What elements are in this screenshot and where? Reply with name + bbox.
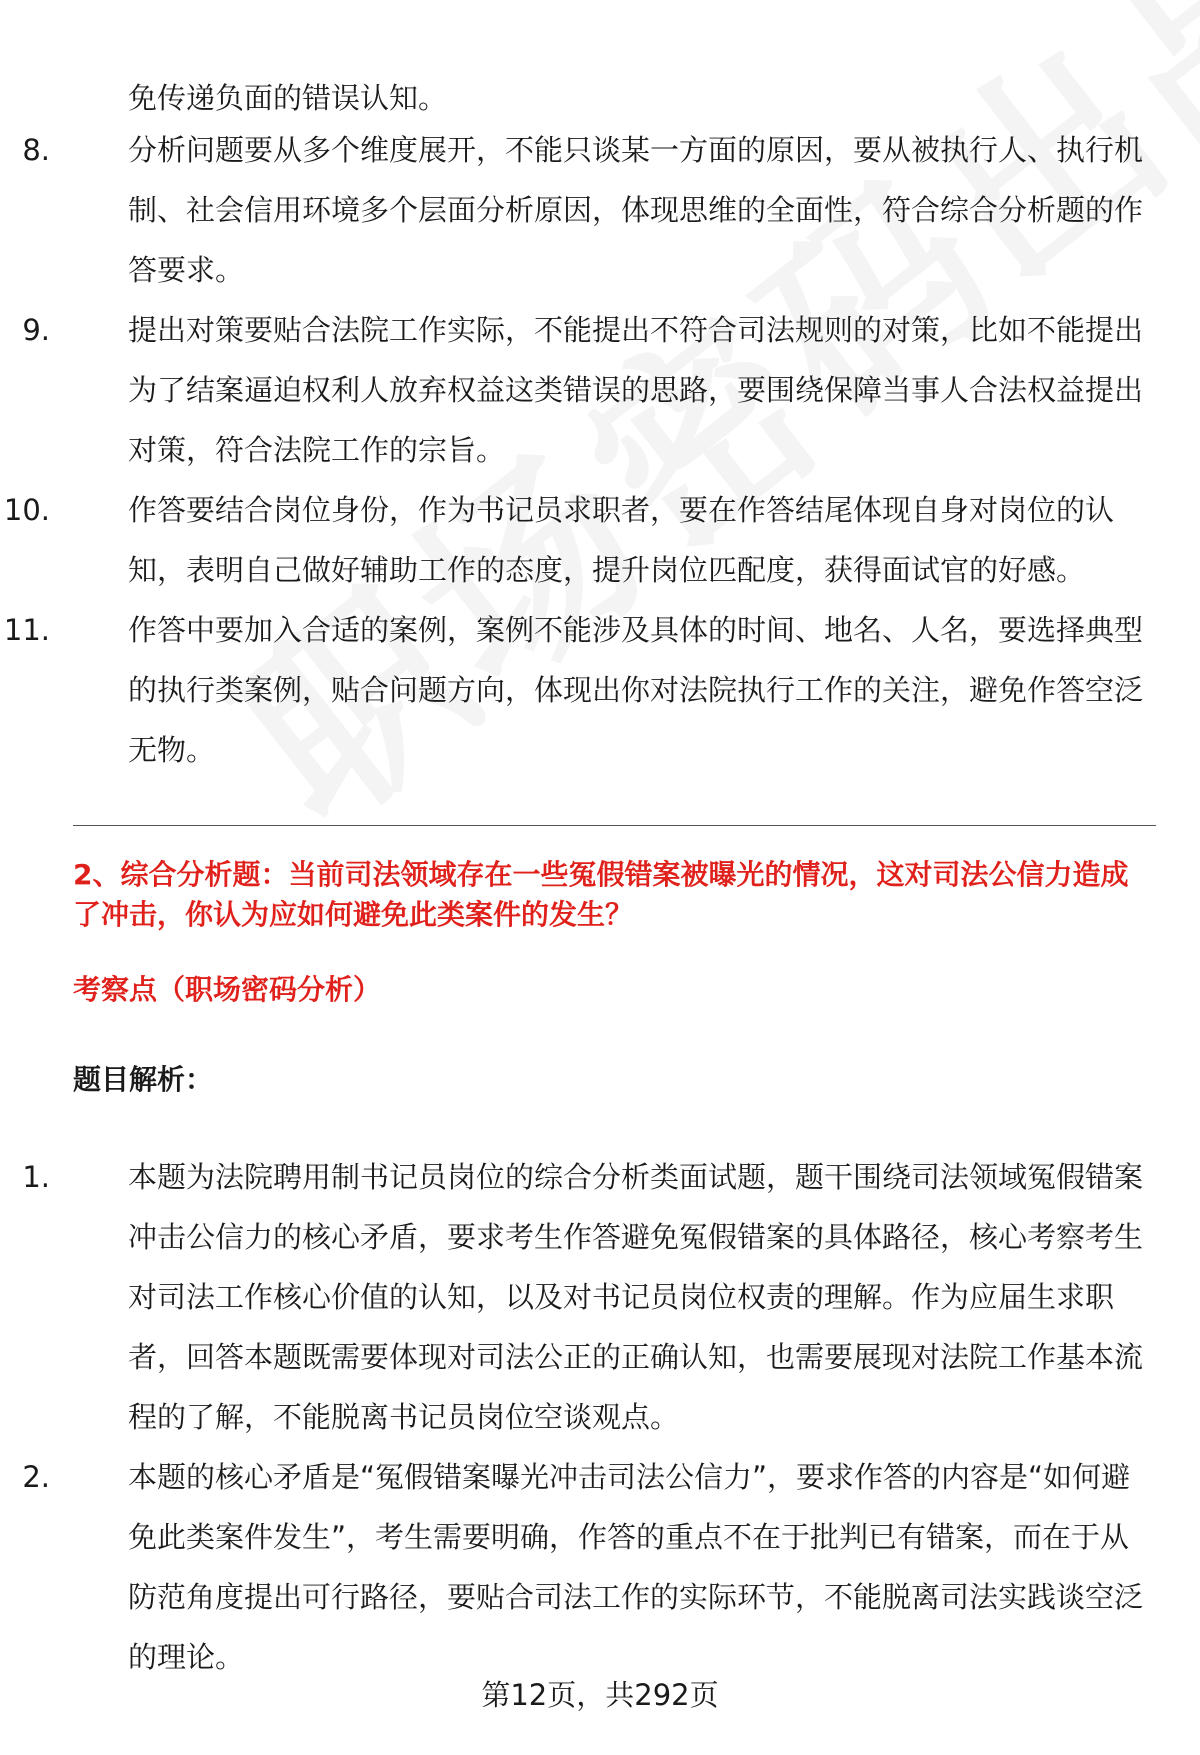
item-text: 本题的核心矛盾是“冤假错案曝光冲击司法公信力”，要求作答的内容是“如何避免此类案件发生”，考生需要明确，作答的重点不在于批判已有错案，而在于从防范角度提出可行路径，要贴合司法工作的实际环节，不能脱离司法实践谈空泛的理论。 xyxy=(128,1460,1144,1674)
item-text: 提出对策要贴合法院工作实际，不能提出不符合司法规则的对策，比如不能提出为了结案逼迫权利人放弃权益这类错误的思路，要围绕保障当事人合法权益提出对策，符合法院工作的宗旨。 xyxy=(128,313,1144,467)
section-divider xyxy=(73,825,1156,826)
list-item xyxy=(0,600,1143,780)
list-item xyxy=(0,1147,1143,1447)
tips-list xyxy=(0,120,1200,780)
item-text: 本题为法院聘用制书记员岗位的综合分析类面试题，题干围绕司法领域冤假错案冲击公信力的核心矛盾，要求考生作答避免冤假错案的具体路径，核心考察考生对司法工作核心价值的认知，以及对书记员岗位权责的理解。作为应届生求职者，回答本题既需要体现对司法公正的正确认知，也需要展现对法院工作基本流程的了解，不能脱离书记员岗位空谈观点。 xyxy=(128,1160,1144,1434)
list-item xyxy=(0,120,1143,300)
list-item xyxy=(0,1447,1143,1687)
item-number: 9. xyxy=(22,313,50,347)
analysis-list xyxy=(0,1147,1200,1687)
continuation-text: 免传递负面的错误认知。 xyxy=(128,81,448,115)
item-number: 10. xyxy=(3,493,50,527)
item-number: 1. xyxy=(22,1160,50,1194)
list-item xyxy=(0,480,1143,600)
item-text: 作答要结合岗位身份，作为书记员求职者，要在作答结尾体现自身对岗位的认知，表明自己做好辅助工作的态度，提升岗位匹配度，获得面试官的好感。 xyxy=(128,493,1115,587)
page-number: 第12页，共292页 xyxy=(481,1678,719,1712)
question-heading: 2、综合分析题：当前司法领域存在一些冤假错案被曝光的情况，这对司法公信力造成了冲击，你认为应如何避免此类案件的发生？ xyxy=(73,858,1129,931)
list-item xyxy=(0,300,1143,480)
item-number: 2. xyxy=(22,1460,50,1494)
item-text: 作答中要加入合适的案例，案例不能涉及具体的时间、地名、人名，要选择典型的执行类案例，贴合问题方向，体现出你对法院执行工作的关注，避免作答空泛无物。 xyxy=(128,613,1144,767)
item-number: 8. xyxy=(22,133,50,167)
item-text: 分析问题要从多个维度展开，不能只谈某一方面的原因，要从被执行人、执行机制、社会信用环境多个层面分析原因，体现思维的全面性，符合综合分析题的作答要求。 xyxy=(128,133,1144,287)
item-number: 11. xyxy=(3,613,50,647)
analysis-heading: 题目解析： xyxy=(73,1063,214,1096)
focus-heading: 考察点（职场密码分析） xyxy=(73,973,382,1006)
